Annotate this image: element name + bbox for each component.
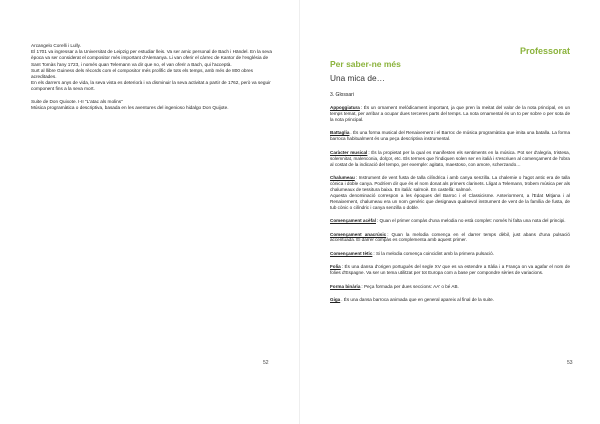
glossary-definition: : Si la melodia comença coincidint amb la primera pulsació.	[373, 250, 494, 256]
glossary-definition: : Instrument de vent fusta de talla cilíndrica i amb canya senzilla. La chalemie o l'agot antic era de talla cònica i doble canya. Podríem dir que és el nom donat als primers clarinets. Lligat a Telemann, trobem música per als chalumeaux de tessitura baixa. En italià: salmoè. En castellà: salmoé. Aquesta denominació correspon a les èpoques del Barroc i el Classicisme. Anteriorment, a l'Edat Mitjana i al Renaixement, chalumeau era un nom genèric que designava qualsevol instrument de vent de la família de fusta, de tub cònic o cilíndric i canya senzilla o doble.	[330, 175, 570, 210]
left-text-block	[31, 43, 273, 111]
glossary-definition: . És una dansa barroca animada que en general apareix al final de la suite.	[341, 297, 494, 303]
page-number-right: 53	[567, 360, 573, 366]
glossary-term: Appoggiatura	[330, 105, 360, 110]
glossary-definition: : Quan el primer compàs d'una melodia no està complet: només hi falta una nota del principi.	[376, 218, 566, 224]
glossary-entry	[330, 130, 570, 142]
glossary-definition: : És un ornament melòdicament important, ja que pren la meitat del valor de la nota principal, en un temps temat, per arribar a ocupar dues terceres parts del temps. La nota ornamental és un to per sobre o per sota de la nota principal.	[330, 105, 570, 122]
paragraph-bio: El 1701 va ingressar a la Universitat de Leipzig per estudiar lleis. Va ser amic personal de Bach i Händel. En la seva època va ser considerat el compositor més important d'Alemanya. Li van oferir el càrrec de Kantor de l'església de Sant Tomàs l'any 1723, i només quan Telemann va dir que no, el van oferir a Bach, qui l'acceptà.	[31, 49, 272, 67]
glossary-entry	[330, 105, 570, 123]
glossary-term: Chalumeau	[330, 175, 355, 181]
glossary-term: Folia	[330, 264, 341, 270]
glossary-term: Battaglia	[330, 130, 350, 136]
glossary-term: Forma binària	[330, 283, 361, 289]
glossary-entry	[330, 175, 570, 210]
glossary-definition: : Peça formada per dues seccions: AA' o bé AB.	[361, 283, 459, 289]
glossary-definition: : És una dansa d'origen portuguès del segle XV que es va estendre a Itàlia i a França on va agafar el nom de folies d'Espagne. Va ser un tema utilitzat per tot Europa com a base per compondre sèries de variacions.	[330, 264, 570, 276]
glossary-definition: : Quan la melodia comença en el darrer temps dèbil, just abans d'una pulsació accentuada. El darrer compàs es complementa amb aquest primer.	[330, 231, 570, 243]
page-subheading: Una mica de…	[330, 73, 385, 83]
paragraph-guinness: Surt al llibre Guiness dels rècords com el compositor més prolífic de tots els temps, amb més de 800 obres acreditades.	[31, 67, 253, 80]
work-description: Música programàtica o descriptiva, basada en les aventures del ingenioso hidalgo Don Quijote.	[31, 104, 229, 110]
glossary-term: Començament anacrúsic	[330, 231, 387, 237]
glossary-entry	[330, 218, 570, 224]
glossary-entry	[330, 251, 570, 257]
paragraph-last-years: En els darrers anys de vida, la seva vista es deteriorà i va disminuir la seva activitat a partir de 1762, però va seguir component fins a la seva mort.	[31, 80, 271, 92]
book-spine	[299, 0, 300, 424]
glossary-entry	[330, 297, 570, 303]
glossary-entry	[330, 232, 570, 244]
page-number-left: 52	[263, 360, 269, 366]
glossary-list	[330, 105, 570, 311]
glossary-term: Començament tètic	[330, 250, 373, 256]
section-label: Professorat	[519, 46, 570, 56]
paragraph-intro: Arcangelo Corelli i Lully.	[31, 43, 81, 48]
glossary-term: Giga	[330, 297, 341, 303]
glossary-entry	[330, 264, 570, 276]
glossary-term: Caràcter musical	[330, 149, 368, 155]
glossary-definition: : És la propietat per la qual es manifesten els sentiments en la música. Pot ser d'alegria, tristesa, solemnitat, malenconia, dolçor, etc. Els termes que l'indiquen solen ser en italià i s'escriuen al començament de l'obra al costat de la indicació del tempo, per exemple: agitato, maestoso, con amore, scherzando…	[330, 149, 571, 167]
glossary-entry	[330, 150, 570, 168]
section-number: 3. Glossari	[330, 92, 354, 98]
glossary-entry	[330, 284, 570, 290]
glossary-term: Començament acèfal	[330, 218, 376, 224]
glossary-definition: . És una forma musical del Renaixement i el Barroc de música programàtica que imita una batalla. La forma barroca habitualment és una peça descriptiva instrumental.	[330, 130, 570, 142]
page-heading: Per saber-ne més	[330, 59, 401, 69]
work-title: Suite de Don Quixote. I-II "L'atac als molins"	[31, 98, 123, 104]
